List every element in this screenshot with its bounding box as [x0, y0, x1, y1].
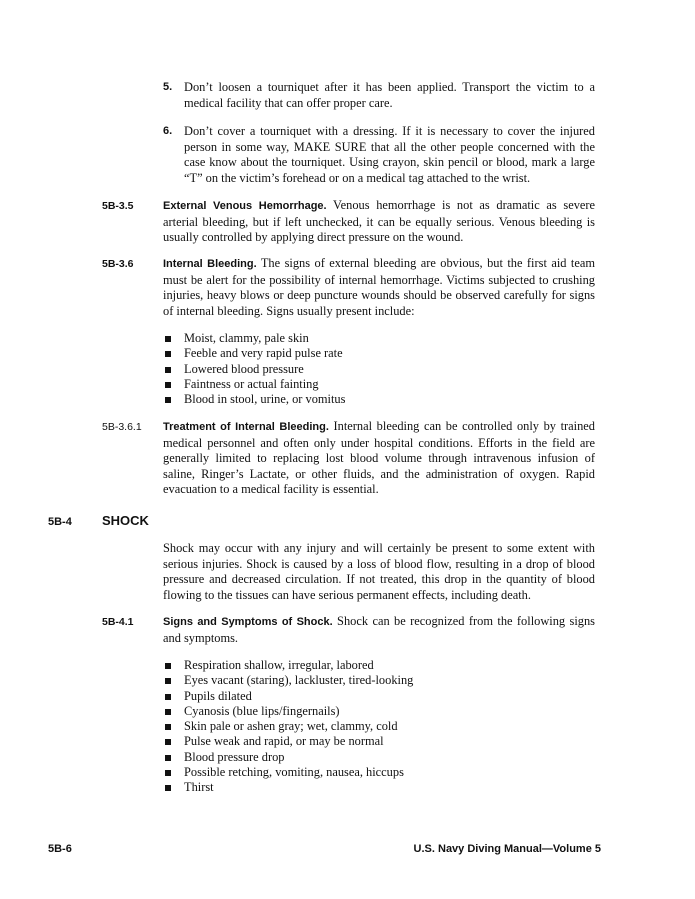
list-item: Thirst — [163, 780, 583, 795]
chapter-title: SHOCK — [102, 513, 149, 528]
bullet-icon — [165, 724, 171, 730]
bullet-icon — [165, 336, 171, 342]
bullet-icon — [165, 709, 171, 715]
section-text: Internal bleeding can be controlled only by trained medical personnel and often only under hospital conditions. Efforts in the field are generally limited to replacing lost blood volume through intravenous infusion of saline, Ringer’s Lactate, or other fluids, and the administration of oxygen. Rapid evacuation to a medical facility is essential. — [163, 419, 595, 497]
section-number: 5B-3.5 — [102, 200, 134, 212]
footer-page-number: 5B-6 — [48, 843, 72, 855]
list-item: Faintness or actual fainting — [163, 377, 583, 392]
chapter-heading — [48, 512, 149, 530]
bullet-icon — [165, 755, 171, 761]
section-number: 5B-3.6 — [102, 258, 134, 270]
bullet-icon — [165, 367, 171, 373]
section-heading: Treatment of Internal Bleeding. — [163, 421, 329, 433]
footer-manual-title: U.S. Navy Diving Manual—Volume 5 — [413, 843, 601, 855]
bullet-icon — [165, 694, 171, 700]
bullet-icon — [165, 770, 171, 776]
section-number: 5B-4.1 — [102, 616, 134, 628]
bullet-icon — [165, 785, 171, 791]
list-item: Respiration shallow, irregular, labored — [163, 658, 583, 673]
section-text: Venous hemorrhage is not as dramatic as severe arterial bleeding, but if left unchecked, it can be equally serious. Venous bleeding is usually controlled by applying direct pressure on the wound. — [163, 198, 596, 245]
section-5b-3-6 — [102, 256, 595, 319]
list-item: Possible retching, vomiting, nausea, hiccups — [163, 765, 583, 780]
section-5b-3-6-1 — [102, 419, 595, 498]
list-item: Blood pressure drop — [163, 750, 583, 765]
numbered-item-6 — [163, 124, 595, 186]
list-item: Blood in stool, urine, or vomitus — [163, 392, 583, 407]
numbered-item-5 — [163, 80, 595, 111]
item-number: 5. — [163, 81, 173, 93]
section-text: Shock can be recognized from the following signs and symptoms. — [163, 614, 595, 645]
bullet-icon — [165, 739, 171, 745]
section-text: The signs of external bleeding are obvious, but the first aid team must be alert for the possibility of internal hemorrhage. Victims subjected to crushing injuries, heavy blows or deep puncture wounds should be observed carefully for signs of internal bleeding. Signs usually present include: — [163, 256, 595, 318]
internal-bleeding-signs-list — [163, 331, 583, 407]
list-item: Pulse weak and rapid, or may be normal — [163, 734, 583, 749]
list-item: Skin pale or ashen gray; wet, clammy, cold — [163, 719, 583, 734]
section-5b-4-1 — [102, 614, 595, 646]
bullet-icon — [165, 663, 171, 669]
list-item: Moist, clammy, pale skin — [163, 331, 583, 346]
list-item: Cyanosis (blue lips/fingernails) — [163, 704, 583, 719]
shock-intro-paragraph: Shock may occur with any injury and will certainly be present to some extent with serious injuries. Shock is caused by a loss of blood flow, resulting in a drop of blood pressure and decreased circulation. If not treated, this drop in the quantity of blood flowing to the tissues can have serious permanent effects, including death. — [163, 541, 595, 602]
section-heading: Signs and Symptoms of Shock. — [163, 616, 333, 628]
list-item: Pupils dilated — [163, 689, 583, 704]
bullet-icon — [165, 678, 171, 684]
section-5b-3-5 — [102, 198, 595, 246]
chapter-number: 5B-4 — [48, 516, 72, 528]
list-item: Eyes vacant (staring), lackluster, tired-looking — [163, 673, 583, 688]
item-text: Don’t cover a tourniquet with a dressing. If it is necessary to cover the injured person in some way, MAKE SURE that all the other people concerned with the case know about the tourniquet. Using crayon, skin pencil or blood, mark a large “T” on the victim’s forehead or on a medical tag attached to the wrist. — [184, 124, 595, 185]
section-number: 5B-3.6.1 — [102, 421, 142, 433]
item-number: 6. — [163, 125, 173, 137]
item-text: Don’t loosen a tourniquet after it has been applied. Transport the victim to a medical facility that can offer proper care. — [184, 80, 595, 110]
bullet-icon — [165, 351, 171, 357]
shock-signs-list — [163, 658, 583, 796]
list-item: Lowered blood pressure — [163, 362, 583, 377]
section-heading: Internal Bleeding. — [163, 258, 257, 270]
section-heading: External Venous Hemorrhage. — [163, 200, 327, 212]
bullet-icon — [165, 397, 171, 403]
bullet-icon — [165, 382, 171, 388]
list-item: Feeble and very rapid pulse rate — [163, 346, 583, 361]
